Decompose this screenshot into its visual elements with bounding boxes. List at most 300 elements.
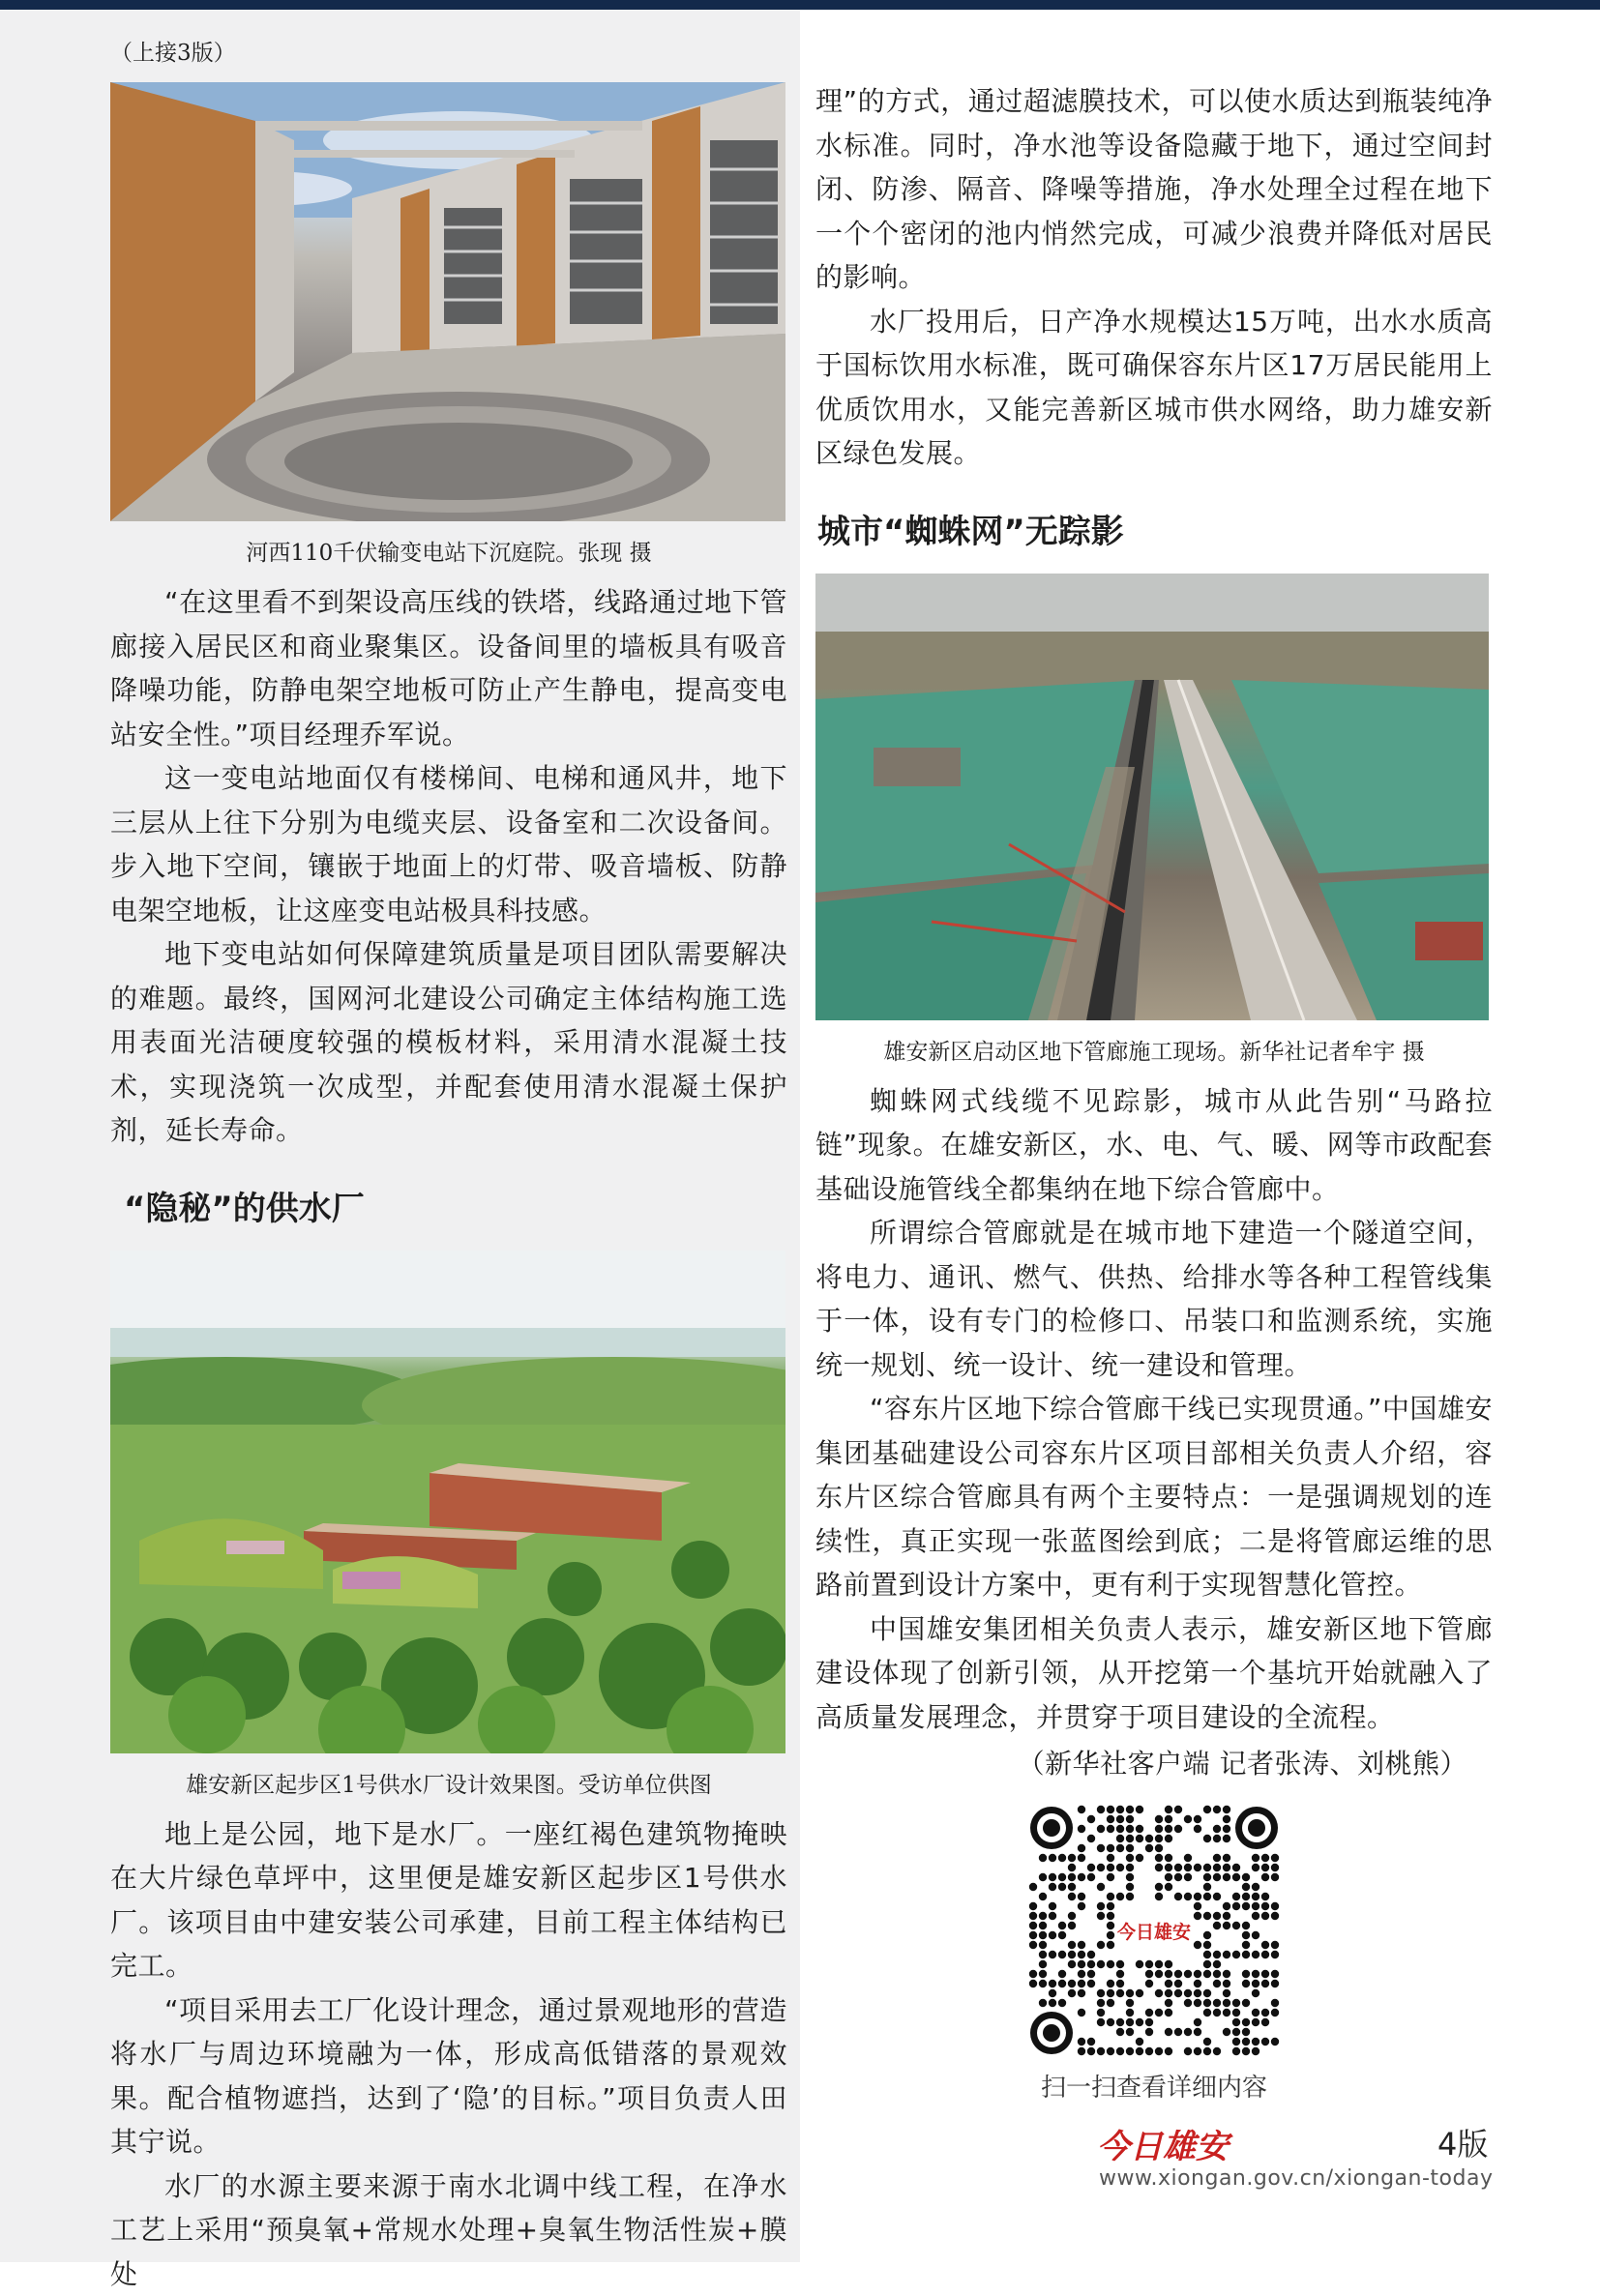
qr-module: [1155, 1825, 1163, 1833]
qr-module: [1242, 1873, 1250, 1881]
qr-module: [1242, 1970, 1250, 1978]
qr-module: [1029, 1970, 1037, 1978]
qr-module: [1155, 1815, 1163, 1823]
qr-module: [1039, 1980, 1047, 1987]
qr-module: [1261, 1951, 1269, 1958]
qr-module: [1194, 2047, 1201, 2055]
qr-module: [1136, 1854, 1143, 1862]
qr-module: [1271, 1854, 1279, 1862]
qr-module: [1126, 1873, 1134, 1881]
qr-module: [1097, 1864, 1105, 1871]
paragraph: “在这里看不到架设高压线的铁塔，线路通过地下管廊接入居民区和商业聚集区。设备间里的墙板具有吸音降噪功能，防静电架空地板可防止产生静电，提高变电站安全性。”项目经理乔军说。: [110, 580, 787, 756]
qr-module: [1107, 1941, 1114, 1949]
qr-module: [1242, 1980, 1250, 1987]
qr-module: [1107, 1864, 1114, 1871]
qr-module: [1242, 1941, 1250, 1949]
qr-module: [1223, 1922, 1230, 1929]
qr-module: [1116, 1980, 1124, 1987]
qr-module: [1165, 2047, 1172, 2055]
source-credit: （新华社客户端 记者张涛、刘桃熊）: [815, 1743, 1467, 1781]
qr-module: [1271, 1902, 1279, 1910]
qr-module: [1252, 2009, 1259, 2016]
qr-module: [1165, 1873, 1172, 1881]
qr-module: [1174, 1825, 1182, 1833]
qr-module: [1039, 1960, 1047, 1968]
continued-label: （上接3版）: [110, 35, 787, 67]
qr-module: [1252, 2018, 1259, 2026]
qr-module: [1039, 1970, 1047, 1978]
qr-module: [1136, 2018, 1143, 2026]
qr-module: [1136, 1960, 1143, 1968]
qr-module: [1097, 1844, 1105, 1852]
qr-module: [1261, 1864, 1269, 1871]
qr-module: [1145, 2009, 1153, 2016]
utility-tunnel-construction-photo: [815, 574, 1489, 1020]
qr-module: [1097, 1999, 1105, 2007]
qr-module: [1261, 2009, 1269, 2016]
qr-module: [1078, 2009, 1085, 2016]
qr-module: [1097, 1960, 1105, 1968]
qr-module: [1155, 1970, 1163, 1978]
qr-module: [1145, 2028, 1153, 2036]
qr-module: [1136, 2038, 1143, 2046]
qr-module: [1203, 1883, 1211, 1891]
qr-module: [1165, 1864, 1172, 1871]
qr-module: [1194, 1864, 1201, 1871]
qr-module: [1116, 1806, 1124, 1813]
qr-module: [1165, 1825, 1172, 1833]
qr-module: [1184, 1873, 1192, 1881]
qr-module: [1223, 1902, 1230, 1910]
qr-module: [1232, 1999, 1240, 2007]
qr-module: [1039, 1893, 1047, 1900]
qr-module: [1174, 1864, 1182, 1871]
qr-module: [1097, 1806, 1105, 1813]
qr-module: [1271, 1980, 1279, 1987]
qr-module: [1184, 1989, 1192, 1997]
qr-module: [1107, 1999, 1114, 2007]
qr-module: [1107, 1806, 1114, 1813]
qr-module: [1058, 1951, 1066, 1958]
qr-module: [1213, 1864, 1221, 1871]
qr-module: [1097, 1941, 1105, 1949]
qr-module: [1078, 1902, 1085, 1910]
qr-module: [1078, 1825, 1085, 1833]
qr-module: [1203, 1989, 1211, 1997]
qr-module: [1252, 1883, 1259, 1891]
qr-module: [1078, 1844, 1085, 1852]
qr-module: [1194, 1970, 1201, 1978]
qr-module: [1194, 1980, 1201, 1987]
qr-module: [1107, 1844, 1114, 1852]
qr-module: [1155, 1844, 1163, 1852]
qr-module: [1126, 1999, 1134, 2007]
qr-module: [1116, 1825, 1124, 1833]
qr-module: [1155, 1989, 1163, 1997]
qr-module: [1203, 1931, 1211, 1939]
qr-module: [1029, 1941, 1037, 1949]
qr-module: [1116, 1835, 1124, 1842]
qr-module: [1165, 1999, 1172, 2007]
qr-module: [1165, 1980, 1172, 1987]
qr-module: [1068, 1854, 1076, 1862]
qr-module: [1174, 1806, 1182, 1813]
paragraph: 地上是公园，地下是水厂。一座红褐色建筑物掩映在大片绿色草坪中，这里便是雄安新区起步区1号供水厂。该项目由中建安装公司承建，目前工程主体结构已完工。: [110, 1812, 787, 1988]
qr-module: [1223, 1873, 1230, 1881]
qr-module: [1223, 1815, 1230, 1823]
qr-module: [1261, 2018, 1269, 2026]
qr-module: [1155, 1854, 1163, 1862]
qr-module: [1126, 1815, 1134, 1823]
qr-module: [1087, 1980, 1095, 1987]
qr-module: [1194, 2018, 1201, 2026]
qr-code[interactable]: [1028, 1805, 1280, 2056]
qr-module: [1097, 1825, 1105, 1833]
qr-module: [1232, 2047, 1240, 2055]
qr-module: [1068, 1941, 1076, 1949]
qr-module: [1078, 1873, 1085, 1881]
qr-module: [1271, 1970, 1279, 1978]
qr-module: [1213, 2047, 1221, 2055]
qr-module: [1039, 1854, 1047, 1862]
qr-module: [1029, 1931, 1037, 1939]
qr-module: [1126, 1989, 1134, 1997]
qr-module: [1261, 1970, 1269, 1978]
qr-module: [1068, 1980, 1076, 1987]
qr-module: [1252, 2047, 1259, 2055]
qr-module: [1194, 1999, 1201, 2007]
qr-module: [1252, 1864, 1259, 1871]
qr-module: [1107, 1893, 1114, 1900]
qr-module: [1203, 1873, 1211, 1881]
footer-url[interactable]: www.xiongan.gov.cn/xiongan-today: [1099, 2166, 1493, 2191]
qr-module: [1126, 2009, 1134, 2016]
qr-module: [1194, 2028, 1201, 2036]
qr-module: [1223, 1912, 1230, 1920]
qr-module: [1078, 1970, 1085, 1978]
qr-module: [1165, 1989, 1172, 1997]
water-plant-rendering: [110, 1251, 785, 1753]
qr-module: [1116, 2018, 1124, 2026]
qr-module: [1087, 2038, 1095, 2046]
qr-caption: 扫一扫查看详细内容: [815, 2068, 1493, 2104]
qr-module: [1242, 1951, 1250, 1958]
qr-module: [1145, 2018, 1153, 2026]
qr-module: [1271, 1951, 1279, 1958]
qr-module: [1203, 1960, 1211, 1968]
paragraph: “容东片区地下综合管廊干线已实现贯通。”中国雄安集团基础建设公司容东片区项目部相关负责人介绍，容东片区综合管廊具有两个主要特点：一是强调规划的连续性，真正实现一张蓝图绘到底；二是将管廊运维的思路前置到设计方案中，更有利于实现智慧化管控。: [815, 1387, 1493, 1607]
qr-module: [1213, 1854, 1221, 1862]
qr-module: [1261, 1854, 1269, 1862]
qr-module: [1087, 1835, 1095, 1842]
qr-module: [1165, 1806, 1172, 1813]
qr-module: [1194, 1825, 1201, 1833]
qr-module: [1165, 1883, 1172, 1891]
qr-module: [1126, 1835, 1134, 1842]
qr-module: [1213, 1806, 1221, 1813]
qr-module: [1136, 1989, 1143, 1997]
paragraph: 所谓综合管廊就是在城市地下建造一个隧道空间，将电力、通讯、燃气、供热、给排水等各种工程管线集于一体，设有专门的检修口、吊装口和监测系统，实施统一规划、统一设计、统一建设和管理。: [815, 1211, 1493, 1387]
qr-module: [1155, 2047, 1163, 2055]
qr-module: [1184, 1864, 1192, 1871]
qr-module: [1184, 2047, 1192, 2055]
qr-module: [1029, 1902, 1037, 1910]
qr-module: [1107, 1960, 1114, 1968]
qr-module: [1203, 1806, 1211, 1813]
qr-module: [1078, 1854, 1085, 1862]
qr-module: [1155, 1960, 1163, 1968]
qr-module: [1174, 1989, 1182, 1997]
qr-module: [1078, 1960, 1085, 1968]
qr-module: [1232, 1873, 1240, 1881]
qr-module: [1232, 1902, 1240, 1910]
qr-module: [1126, 1806, 1134, 1813]
substation-courtyard-photo: [110, 82, 785, 521]
qr-module: [1213, 1970, 1221, 1978]
qr-module: [1232, 1893, 1240, 1900]
qr-module: [1145, 1960, 1153, 1968]
qr-module: [1049, 1951, 1056, 1958]
qr-module: [1039, 1873, 1047, 1881]
qr-module: [1078, 1806, 1085, 1813]
qr-module: [1252, 1902, 1259, 1910]
qr-module: [1107, 1902, 1114, 1910]
top-bar: [0, 0, 1600, 10]
qr-module: [1116, 1960, 1124, 1968]
qr-module: [1107, 1912, 1114, 1920]
qr-module: [1184, 1970, 1192, 1978]
qr-module: [1126, 1864, 1134, 1871]
qr-module: [1213, 2009, 1221, 2016]
qr-module: [1049, 1980, 1056, 1987]
qr-module: [1261, 2038, 1269, 2046]
qr-module: [1155, 1883, 1163, 1891]
paragraph: 水厂的水源主要来源于南水北调中线工程，在净水工艺上采用“预臭氧+常规水处理+臭氧生物活性炭+膜处: [110, 2164, 787, 2296]
qr-module: [1136, 2047, 1143, 2055]
qr-module: [1097, 1883, 1105, 1891]
qr-module: [1078, 1893, 1085, 1900]
qr-module: [1242, 2038, 1250, 2046]
qr-module: [1068, 1951, 1076, 1958]
qr-module: [1203, 1941, 1211, 1949]
paragraph: 这一变电站地面仅有楼梯间、电梯和通风井，地下三层从上往下分别为电缆夹层、设备室和二次设备间。步入地下空间，镶嵌于地面上的灯带、吸音墙板、防静电架空地板，让这座变电站极具科技感。: [110, 756, 787, 932]
qr-module: [1049, 1912, 1056, 1920]
qr-module: [1049, 1873, 1056, 1881]
qr-module: [1242, 1931, 1250, 1939]
qr-module: [1107, 1825, 1114, 1833]
qr-module: [1078, 1941, 1085, 1949]
qr-module: [1261, 1873, 1269, 1881]
qr-module: [1232, 2038, 1240, 2046]
qr-module: [1213, 1960, 1221, 1968]
qr-module: [1252, 1893, 1259, 1900]
qr-module: [1049, 1989, 1056, 1997]
paragraph: 地下变电站如何保障建筑质量是项目团队需要解决的难题。最终，国网河北建设公司确定主体结构施工选用表面光洁硬度较强的模板材料，采用清水混凝土技术，实现浇筑一次成型，并配套使用清水混凝土保护剂，延长寿命。: [110, 932, 787, 1153]
qr-module: [1087, 2047, 1095, 2055]
qr-module: [1184, 1999, 1192, 2007]
qr-module: [1271, 1873, 1279, 1881]
qr-module: [1116, 1989, 1124, 1997]
qr-module: [1068, 1873, 1076, 1881]
qr-module: [1049, 1931, 1056, 1939]
photo2-caption: 雄安新区起步区1号供水厂设计效果图。受访单位供图: [110, 1767, 787, 1799]
section-heading-spider-web: 城市“蜘蛛网”无踪影: [817, 505, 1493, 552]
qr-module: [1107, 1989, 1114, 1997]
right-column: [815, 79, 1493, 2104]
paragraph: “项目采用去工厂化设计理念，通过景观地形的营造将水厂与周边环境融为一体，形成高低错落的景观效果。配合植物遮挡，达到了‘隐’的目标。”项目负责人田其宁说。: [110, 1988, 787, 2164]
qr-module: [1194, 1893, 1201, 1900]
footer-brand-logo: 今日雄安: [1097, 2120, 1229, 2167]
qr-module: [1194, 1815, 1201, 1823]
qr-module: [1078, 2038, 1085, 2046]
qr-module: [1242, 2028, 1250, 2036]
qr-module: [1126, 2028, 1134, 2036]
qr-module: [1261, 1980, 1269, 1987]
qr-module: [1126, 1825, 1134, 1833]
qr-module: [1165, 1960, 1172, 1968]
qr-module: [1107, 1980, 1114, 1987]
qr-module: [1116, 1815, 1124, 1823]
qr-module: [1078, 1951, 1085, 1958]
qr-module: [1242, 1883, 1250, 1891]
qr-module: [1116, 1893, 1124, 1900]
qr-module: [1174, 1893, 1182, 1900]
qr-module: [1261, 1941, 1269, 1949]
qr-module: [1116, 1864, 1124, 1871]
qr-module: [1242, 1902, 1250, 1910]
qr-module: [1145, 1970, 1153, 1978]
qr-module: [1203, 1999, 1211, 2007]
qr-module: [1165, 1970, 1172, 1978]
qr-module: [1252, 1970, 1259, 1978]
qr-module: [1087, 1960, 1095, 1968]
qr-module: [1232, 1922, 1240, 1929]
qr-module: [1194, 1902, 1201, 1910]
qr-module: [1213, 1951, 1221, 1958]
qr-module: [1155, 1864, 1163, 1871]
qr-module: [1252, 1989, 1259, 1997]
qr-module: [1213, 1873, 1221, 1881]
qr-module: [1242, 1922, 1250, 1929]
qr-module: [1261, 1912, 1269, 1920]
qr-module: [1039, 1922, 1047, 1929]
qr-module: [1174, 1873, 1182, 1881]
qr-module: [1203, 1893, 1211, 1900]
photo3-caption: 雄安新区启动区地下管廊施工现场。新华社记者牟宇 摄: [815, 1034, 1493, 1066]
qr-module: [1107, 1873, 1114, 1881]
qr-module: [1087, 1815, 1095, 1823]
qr-module: [1107, 2047, 1114, 2055]
qr-module: [1058, 1854, 1066, 1862]
qr-module: [1097, 2009, 1105, 2016]
qr-module: [1145, 2047, 1153, 2055]
qr-module: [1194, 1941, 1201, 1949]
paragraph: 水厂投用后，日产净水规模达15万吨，出水水质高于国标饮用水标准，既可确保容东片区17万居民能用上优质饮用水，又能完善新区城市供水网络，助力雄安新区绿色发展。: [815, 300, 1493, 476]
qr-module: [1087, 1970, 1095, 1978]
qr-module: [1271, 1941, 1279, 1949]
qr-module: [1242, 1893, 1250, 1900]
qr-module: [1203, 2038, 1211, 2046]
qr-module: [1068, 1883, 1076, 1891]
qr-module: [1213, 1893, 1221, 1900]
qr-module: [1271, 2009, 1279, 2016]
qr-module: [1194, 1912, 1201, 1920]
qr-module: [1039, 1951, 1047, 1958]
qr-module: [1184, 1854, 1192, 1862]
qr-module: [1058, 1931, 1066, 1939]
qr-module: [1145, 1835, 1153, 1842]
qr-module: [1174, 1980, 1182, 1987]
qr-module: [1116, 2028, 1124, 2036]
qr-module: [1165, 1854, 1172, 1862]
qr-module: [1271, 1912, 1279, 1920]
qr-module: [1087, 1951, 1095, 1958]
qr-module: [1271, 1864, 1279, 1871]
qr-module: [1107, 1922, 1114, 1929]
qr-module: [1029, 1883, 1037, 1891]
qr-module: [1116, 2047, 1124, 2055]
qr-module: [1029, 1922, 1037, 1929]
qr-module: [1165, 1815, 1172, 1823]
paragraph: 中国雄安集团相关负责人表示，雄安新区地下管廊建设体现了创新引领，从开挖第一个基坑开始就融入了高质量发展理念，并贯穿于项目建设的全流程。: [815, 1607, 1493, 1740]
qr-module: [1223, 1854, 1230, 1862]
qr-module: [1184, 2028, 1192, 2036]
qr-module: [1029, 1912, 1037, 1920]
qr-module: [1116, 1970, 1124, 1978]
qr-module: [1213, 1835, 1221, 1842]
qr-module: [1049, 1854, 1056, 1862]
qr-module: [1223, 2009, 1230, 2016]
qr-module: [1223, 2028, 1230, 2036]
qr-module: [1058, 1873, 1066, 1881]
qr-module: [1107, 2018, 1114, 2026]
qr-module: [1155, 1835, 1163, 1842]
qr-section: [815, 1805, 1493, 2104]
qr-module: [1242, 2018, 1250, 2026]
qr-module: [1087, 1864, 1095, 1871]
qr-module: [1232, 2028, 1240, 2036]
qr-module: [1203, 1864, 1211, 1871]
qr-module: [1223, 1951, 1230, 1958]
qr-module: [1223, 1970, 1230, 1978]
qr-module: [1155, 2009, 1163, 2016]
qr-module: [1039, 1931, 1047, 1939]
qr-module: [1232, 1951, 1240, 1958]
qr-module: [1252, 1854, 1259, 1862]
qr-module: [1165, 1835, 1172, 1842]
qr-module: [1184, 1815, 1192, 1823]
qr-module: [1232, 2018, 1240, 2026]
qr-module: [1126, 2047, 1134, 2055]
qr-module: [1029, 1980, 1037, 1987]
qr-module: [1194, 1989, 1201, 1997]
qr-module: [1252, 1980, 1259, 1987]
qr-module: [1039, 1999, 1047, 2007]
qr-module: [1252, 1931, 1259, 1939]
qr-module: [1203, 1970, 1211, 1978]
qr-module: [1261, 1902, 1269, 1910]
qr-module: [1242, 1999, 1250, 2007]
qr-module: [1058, 1970, 1066, 1978]
qr-module: [1242, 2047, 1250, 2055]
qr-module: [1068, 1989, 1076, 1997]
qr-module: [1203, 1912, 1211, 1920]
qr-module: [1165, 2009, 1172, 2016]
qr-module: [1126, 1854, 1134, 1862]
qr-module: [1223, 1980, 1230, 1987]
photo1-caption: 河西110千伏输变电站下沉庭院。张现 摄: [110, 535, 787, 567]
qr-module: [1203, 1951, 1211, 1958]
